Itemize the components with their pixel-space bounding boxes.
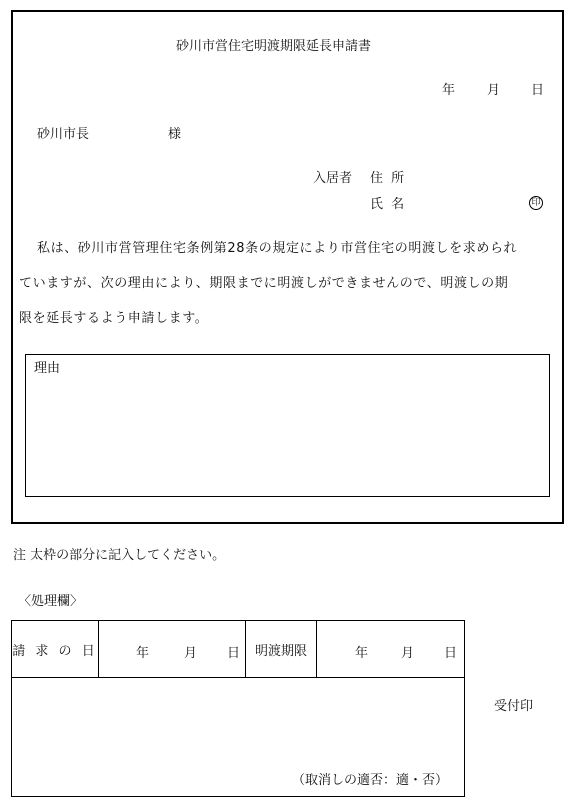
- deadline-day-label: 日: [444, 646, 458, 661]
- deadline-field[interactable]: [317, 621, 465, 678]
- body-line-2: ていますが、次の理由により、期限までに明渡しができませんので、明渡しの期: [19, 276, 509, 291]
- body-line-1: 私は、砂川市営管理住宅条例第28条の規定により市営住宅の明渡しを求められ: [37, 241, 518, 256]
- deadline-year-label: 年: [355, 646, 369, 661]
- reception-stamp-label: 受付印: [494, 699, 534, 714]
- address-label: 住 所: [370, 171, 407, 186]
- body-line-3: 限を延長するよう申請します。: [19, 311, 209, 326]
- reason-field[interactable]: [25, 354, 550, 497]
- request-month-label: 月: [184, 646, 198, 661]
- form-title: 砂川市営住宅明渡期限延長申請書: [176, 39, 372, 54]
- date-year-label: 年: [442, 83, 456, 98]
- cancel-note: （取消しの適否：適・否）: [12, 678, 465, 797]
- date-month-label: 月: [487, 83, 501, 98]
- reason-label: 理由: [34, 361, 61, 376]
- request-year-label: 年: [136, 646, 150, 661]
- honorific: 様: [168, 127, 182, 142]
- request-date-field[interactable]: [99, 621, 246, 678]
- processing-table: [11, 620, 465, 797]
- request-day-label: 日: [227, 646, 241, 661]
- addressee: 砂川市長: [37, 127, 90, 142]
- name-label: 氏 名: [370, 197, 407, 212]
- instruction-note: 注 太枠の部分に記入してください。: [13, 548, 226, 563]
- resident-label: 入居者: [313, 171, 353, 186]
- date-day-label: 日: [531, 83, 545, 98]
- deadline-month-label: 月: [401, 646, 415, 661]
- request-date-label: 請 求 の 日: [12, 621, 99, 678]
- seal-mark-icon: 印: [529, 196, 543, 210]
- deadline-label: 明渡期限: [246, 621, 317, 678]
- processing-heading: 〈処理欄〉: [18, 594, 84, 609]
